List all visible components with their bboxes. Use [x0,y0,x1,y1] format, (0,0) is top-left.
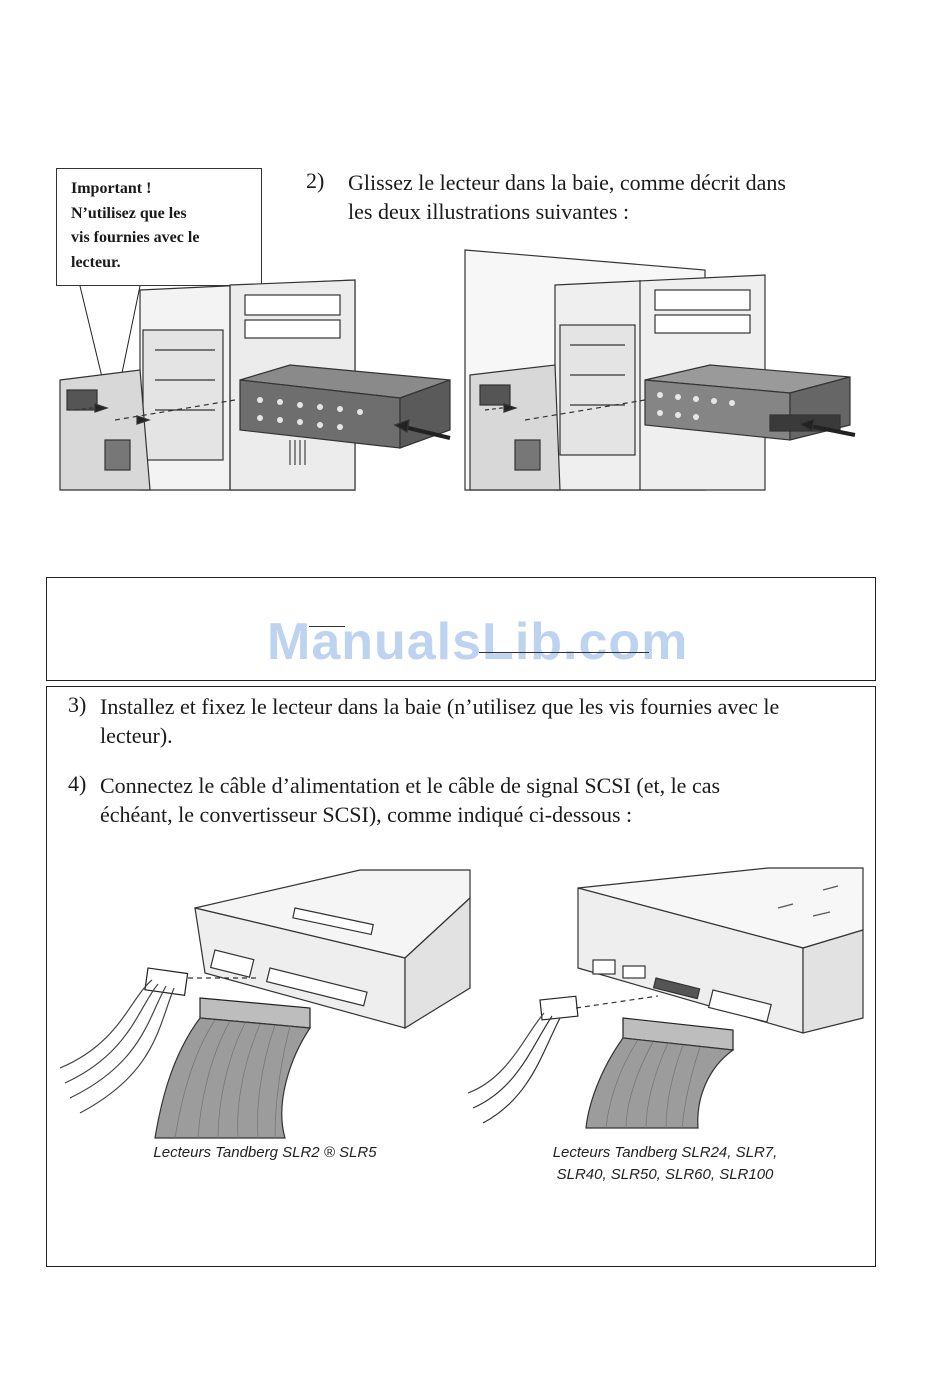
step-2-line-2: les deux illustrations suivantes : [348,199,630,224]
step-2-text [348,168,868,226]
banner-rule-long [479,652,649,653]
step-2-number: 2) [306,168,325,193]
watermark-banner [46,577,876,681]
drive-insertion-illustration-right [460,245,870,495]
watermark-text: ManualsLib.com [267,613,689,671]
step-4-line-2: échéant, le convertisseur SCSI), comme indiqué ci-dessous : [100,802,633,827]
caption-right [500,1142,830,1186]
callout-line-3: vis fournies avec le [71,229,200,246]
step-3-text [100,692,870,750]
callout-line-1: Important ! [71,180,152,197]
connector-illustration-right [468,868,868,1128]
drive-insertion-illustration-left [55,270,465,495]
callout-line-2: N’utilisez que les [71,204,187,222]
step-3-number: 3) [68,692,87,717]
step-3-line-2: lecteur). [100,723,173,748]
step-4-text [100,771,870,829]
callout-line-4: lecteur. [71,253,121,271]
step-4-number: 4) [68,771,87,796]
step-4-line-1: Connectez le câble d’alimentation et le câble de signal SCSI (et, le cas [100,773,721,798]
caption-left: Lecteurs Tandberg SLR2 ® SLR5 [153,1144,377,1161]
caption-right-line-2: SLR40, SLR50, SLR60, SLR100 [556,1166,774,1183]
step-3-line-1: Installez et fixez le lecteur dans la baie (n’utilisez que les vis fournies avec le [100,694,780,719]
step-2-line-1: Glissez le lecteur dans la baie, comme décrit dans [348,170,786,195]
connector-illustration-left [60,868,470,1138]
caption-right-line-1: Lecteurs Tandberg SLR24, SLR7, [552,1144,778,1161]
important-callout [56,168,262,286]
